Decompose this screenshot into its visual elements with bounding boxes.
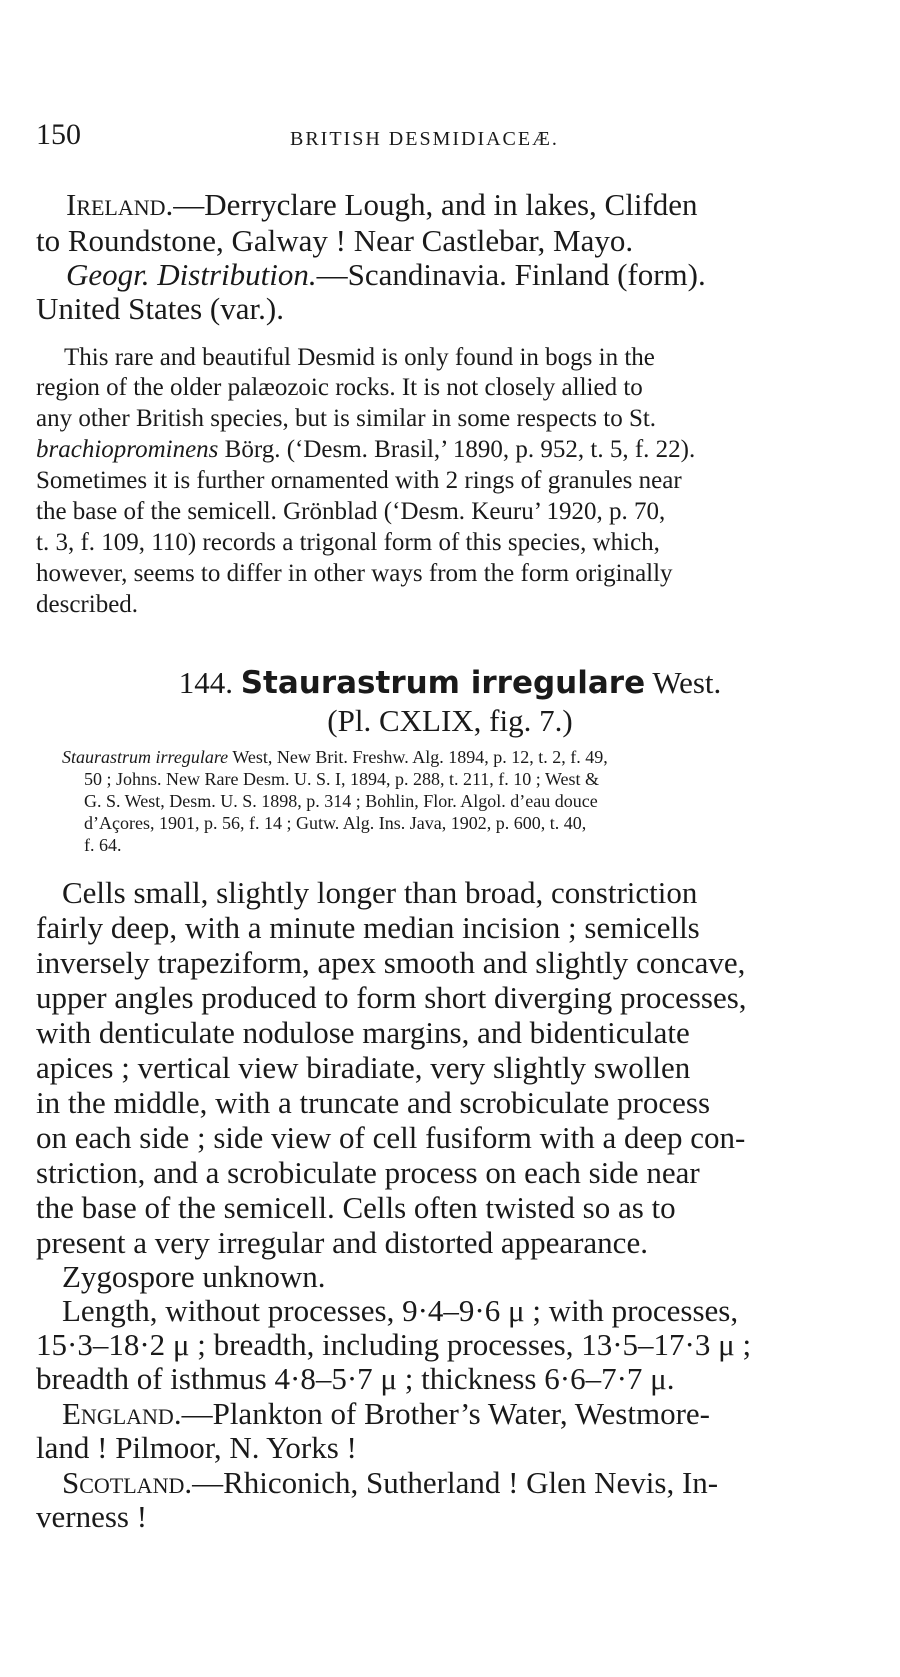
description-line: fairly deep, with a minute median incision ; semicells [36,910,700,945]
remarks-line: any other British species, but is similar in some respects to St. [36,405,657,432]
measurements-line: breadth of isthmus 4·8–5·7 μ ; thickness 6·6–7·7 μ. [36,1361,675,1396]
geogr-line-2: United States (var.). [36,291,284,326]
remarks-line: the base of the semicell. Grönblad (‘Desm. Keuru’ 1920, p. 70, [36,498,666,525]
scotland-line-2: verness ! [36,1499,148,1534]
ireland-line-2: to Roundstone, Galway ! Near Castlebar, Mayo. [36,223,634,258]
remarks-line: described. [36,591,139,618]
synonymy-line: d’Açores, 1901, p. 56, f. 14 ; Gutw. Alg. Ins. Java, 1902, p. 600, t. 40, [84,813,587,833]
description-line: inversely trapeziform, apex smooth and slightly concave, [36,945,746,980]
synonymy-line: f. 64. [84,835,122,855]
description-line: with denticulate nodulose margins, and bidenticulate [36,1015,690,1050]
synonymy-line: Staurastrum irregulare West, New Brit. Freshw. Alg. 1894, p. 12, t. 2, f. 49, [62,747,608,767]
zygospore-line: Zygospore unknown. [62,1259,326,1294]
ireland-line-1: Ireland.—Derryclare Lough, and in lakes, Clifden [66,187,698,222]
plate-reference: (Pl. CXLIX, fig. 7.) [327,703,573,738]
measurements-line: 15·3–18·2 μ ; breadth, including processes, 13·5–17·3 μ ; [36,1327,752,1362]
page-number: 150 [36,118,81,151]
remarks-line: region of the older palæozoic rocks. It is not closely allied to [36,374,643,401]
remarks-line: This rare and beautiful Desmid is only found in bogs in the [64,344,655,371]
description-line: present a very irregular and distorted appearance. [36,1225,648,1260]
measurements-line: Length, without processes, 9·4–9·6 μ ; with processes, [62,1293,739,1328]
description-line: apices ; vertical view biradiate, very slightly swollen [36,1050,691,1085]
description-line: in the middle, with a truncate and scrobiculate process [36,1085,711,1120]
description-line: Cells small, slightly longer than broad, constriction [62,875,698,910]
geogr-line-1: Geogr. Distribution.—Scandinavia. Finland (form). [66,257,706,292]
remarks-line: brachioprominens Börg. (‘Desm. Brasil,’ 1890, p. 952, t. 5, f. 22). [36,436,696,463]
description-line: striction, and a scrobiculate process on each side near [36,1155,700,1190]
remarks-line: t. 3, f. 109, 110) records a trigonal form of this species, which, [36,529,660,556]
running-title: BRITISH DESMIDIACEÆ. [290,128,559,150]
england-line-1: England.—Plankton of Brother’s Water, Westmore- [62,1396,711,1431]
scotland-line-1: Scotland.—Rhiconich, Sutherland ! Glen Nevis, In- [62,1465,719,1500]
species-heading: 144. Staurastrum irregulare West. [178,665,722,701]
synonymy-line: G. S. West, Desm. U. S. 1898, p. 314 ; Bohlin, Flor. Algol. d’eau douce [84,791,598,811]
description-line: on each side ; side view of cell fusiform with a deep con- [36,1120,746,1155]
remarks-line: however, seems to differ in other ways from the form originally [36,560,673,587]
remarks-line: Sometimes it is further ornamented with 2 rings of granules near [36,467,682,494]
description-line: upper angles produced to form short diverging processes, [36,980,747,1015]
synonymy-line: 50 ; Johns. New Rare Desm. U. S. I, 1894, p. 288, t. 211, f. 10 ; West & [84,769,600,789]
description-line: the base of the semicell. Cells often twisted so as to [36,1190,676,1225]
england-line-2: land ! Pilmoor, N. Yorks ! [36,1430,357,1465]
